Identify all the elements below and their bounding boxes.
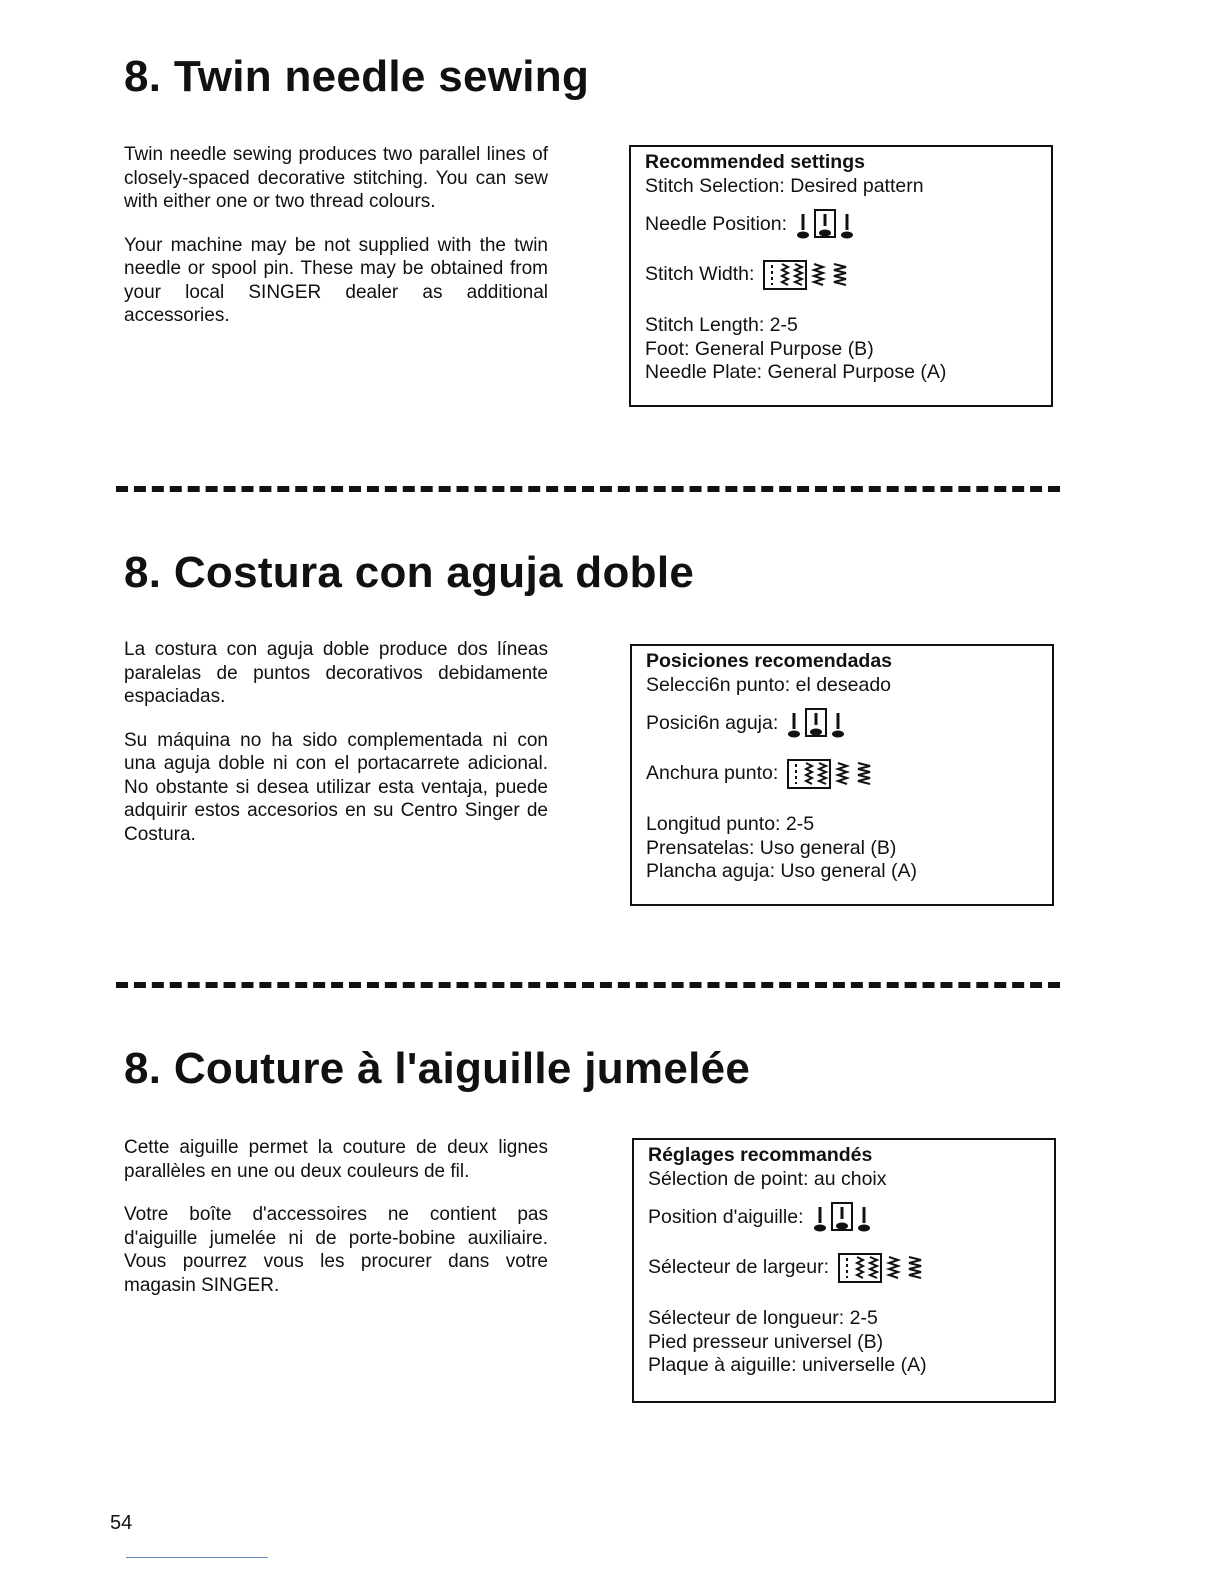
stitch-width-icon — [786, 758, 876, 790]
stitch-length: Sélecteur de longueur: 2-5 — [648, 1307, 878, 1329]
needle-position-row — [648, 1193, 1040, 1243]
needle-plate: Plancha aguja: Uso general (A) — [646, 860, 917, 882]
stitch-selection: Stitch Selection: Desired pattern — [645, 174, 924, 197]
stitch-width-label: Anchura punto: — [646, 762, 779, 785]
paragraph: Votre boîte d'accessoires ne contient pas d'aiguille jumelée ni de porte-bobine auxiliaire. Vous pourrez vous les procurer dans votre magasin SINGER. — [124, 1204, 548, 1296]
section-body — [124, 143, 548, 348]
paragraph: Your machine may be not supplied with the twin needle or spool pin. These may be obtained from your local SINGER dealer as additional accessories. — [124, 234, 548, 326]
paragraph: La costura con aguja doble produce dos líneas paralelas de puntos decorativos debidamente espaciadas. — [124, 639, 548, 707]
needle-position-icon — [795, 208, 857, 242]
paragraph: Su máquina no ha sido complementada ni con una aguja doble ni con el portacarrete adicional. No obstante si desea utilizar esta ventaja, puede adquirir estos accesorios en su Centro Singer de Costura. — [124, 729, 548, 845]
section-divider — [116, 982, 1060, 988]
stitch-width-row — [645, 250, 1037, 300]
stitch-width-label: Sélecteur de largeur: — [648, 1256, 830, 1279]
needle-plate: Needle Plate: General Purpose (A) — [645, 361, 947, 383]
stitch-selection: Selecci6n punto: el deseado — [646, 673, 892, 696]
stitch-selection: Sélection de point: au choix — [648, 1167, 887, 1190]
section-title: 8. Couture à l'aiguille jumelée — [124, 1044, 751, 1093]
stitch-length: Stitch Length: 2-5 — [645, 314, 798, 336]
paragraph: Cette aiguille permet la couture de deux lignes parallèles en une ou deux couleurs de fil. — [124, 1137, 548, 1182]
settings-box — [632, 1138, 1056, 1403]
settings-heading: Posiciones recomendadas — [646, 650, 893, 672]
stitch-width-icon — [762, 259, 852, 291]
paragraph: Twin needle sewing produces two parallel lines of closely-spaced decorative stitching. You can sew with either one or two thread colours. — [124, 144, 548, 212]
footer-rule — [126, 1557, 268, 1558]
section-title: 8. Costura con aguja doble — [124, 548, 695, 597]
needle-plate: Plaque à aiguille: universelle (A) — [648, 1354, 927, 1376]
section-divider — [116, 486, 1060, 492]
page-number: 54 — [110, 1512, 133, 1534]
needle-position-label: Position d'aiguille: — [648, 1206, 804, 1229]
needle-position-icon — [786, 707, 848, 741]
settings-heading: Recommended settings — [645, 151, 865, 173]
stitch-width-row — [646, 749, 1038, 799]
foot: Pied presseur universel (B) — [648, 1330, 884, 1353]
foot: Foot: General Purpose (B) — [645, 337, 874, 360]
needle-position-label: Needle Position: — [645, 213, 788, 236]
settings-box — [629, 145, 1053, 407]
stitch-length: Longitud punto: 2-5 — [646, 813, 815, 835]
settings-heading: Réglages recommandés — [648, 1144, 873, 1166]
section-title: 8. Twin needle sewing — [124, 52, 590, 101]
foot: Prensatelas: Uso general (B) — [646, 836, 897, 859]
needle-position-row — [645, 200, 1037, 250]
section-body — [124, 1136, 548, 1317]
stitch-width-label: Stitch Width: — [645, 263, 755, 286]
needle-position-row — [646, 699, 1038, 749]
settings-box — [630, 644, 1054, 906]
needle-position-icon — [812, 1201, 874, 1235]
needle-position-label: Posici6n aguja: — [646, 712, 779, 735]
section-body — [124, 638, 548, 866]
stitch-width-row — [648, 1243, 1040, 1293]
stitch-width-icon — [837, 1252, 927, 1284]
